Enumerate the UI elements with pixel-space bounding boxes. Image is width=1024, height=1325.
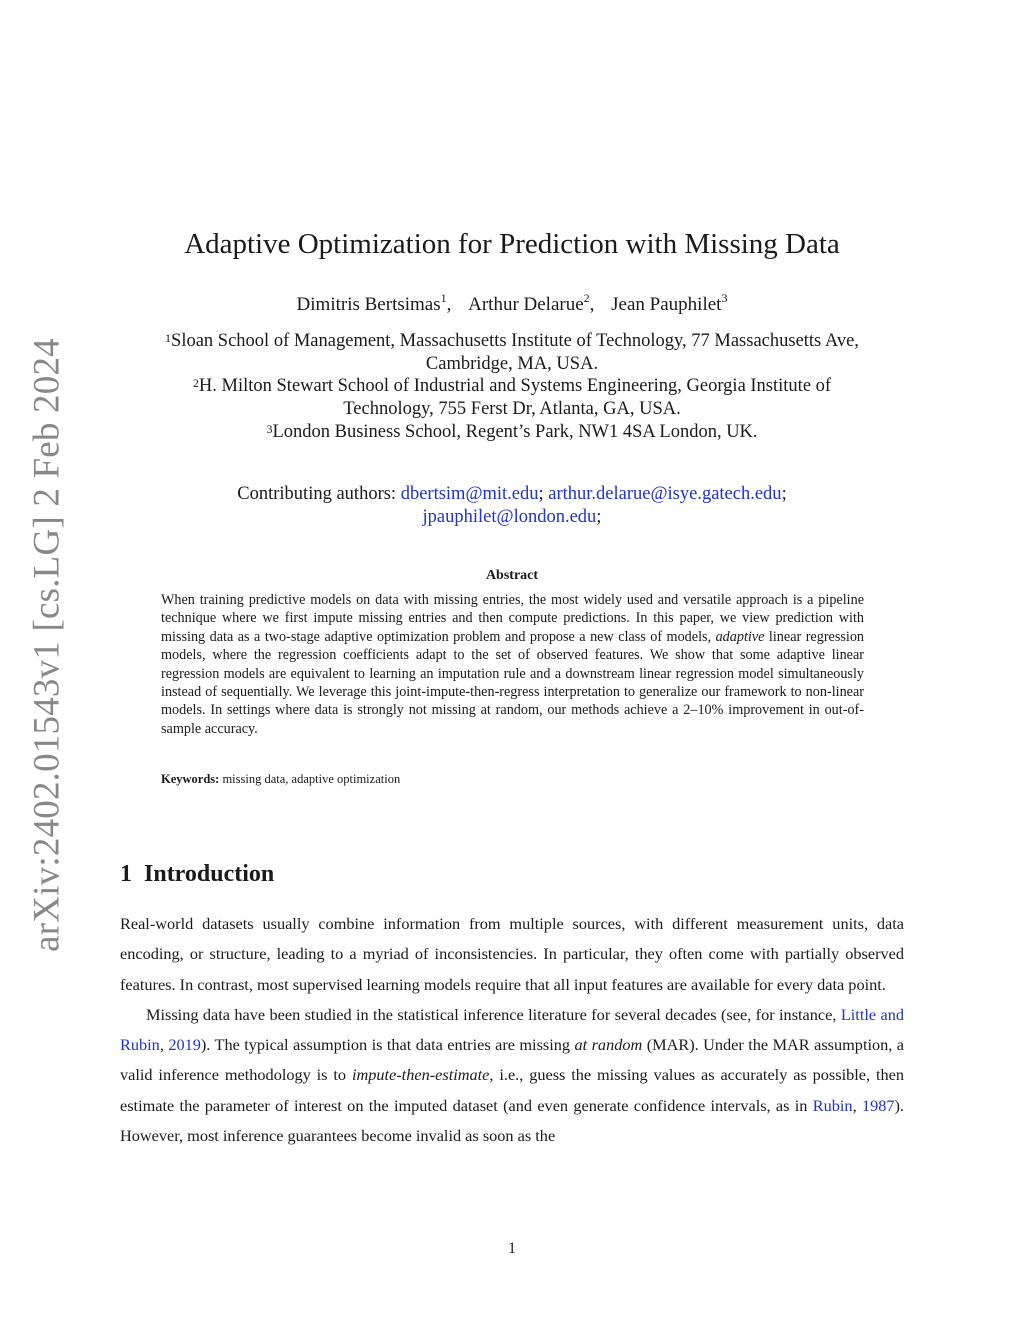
citation-link[interactable]: Rubin (812, 1095, 853, 1115)
contrib-label: Contributing authors: (237, 484, 397, 504)
arxiv-stamp: arXiv:2402.01543v1 [cs.LG] 2 Feb 2024 (26, 338, 68, 952)
body-text (120, 909, 904, 1151)
citation-link[interactable]: 2019 (168, 1035, 201, 1055)
email-link[interactable]: dbertsim@mit.edu (400, 484, 539, 504)
abstract-heading: Abstract (485, 568, 539, 583)
page-number: 1 (508, 1240, 516, 1257)
contributing-authors: Contributing authors: dbertsim@mit.edu; arthur.delarue@isye.gatech.edu; jpauphilet@london.edu; (237, 484, 787, 527)
keywords: Keywords: missing data, adaptive optimization (161, 772, 401, 786)
affiliation: $^3$London Business School, Regent’s Park, NW1 4SA London, UK. (266, 421, 758, 442)
affiliation: $^1$Sloan School of Management, Massachusetts Institute of Technology, 77 Massachusetts Ave, Cambridge, MA, USA. (165, 331, 859, 374)
affiliation: $^2$H. Milton Stewart School of Industrial and Systems Engineering, Georgia Institute of Technology, 755 Ferst Dr, Atlanta, GA, USA. (192, 376, 832, 420)
citation-link[interactable]: Little and Rubin (120, 1004, 904, 1055)
paragraph: Missing data have been studied in the statistical inference literature for several decades (see, for instance, Little and Rubin, 2019). The typical assumption is that data entries are missing at random (MAR). Under the MAR assumption, a valid inference methodology is to impute-then-estimate, i.e., guess the missing values as accurately as possible, then estimate the parameter of interest on the imputed dataset (and even generate confidence intervals, as in Rubin, 1987). However, most inference guarantees become invalid as soon as the (120, 1004, 904, 1146)
abstract-text: When training predictive models on data with missing entries, the most widely used and versatile approach is a pipeline technique where we first impute missing entries and then compute predictions. In this paper, we view prediction with missing data as a two-stage adaptive optimization problem and propose a new class of models, adaptive linear regression models, where the regression coefficients adapt to the set of observed features. We show that some adaptive linear regression models are equivalent to learning an imputation rule and a downstream linear regression model simultaneously instead of sequentially. We leverage this joint-impute-then-regress interpretation to generalize our framework to non-linear models. In settings where data is strongly not missing at random, our methods achieve a 2–10% improvement in out-of-sample accuracy. (161, 592, 865, 737)
email-link[interactable]: arthur.delarue@isye.gatech.edu (548, 484, 782, 504)
citation-link[interactable]: 1987 (861, 1095, 895, 1115)
author: Jean Pauphilet$^3$ (611, 291, 728, 315)
paragraph: Real-world datasets usually combine information from multiple sources, with different measurement units, data encoding, or structure, leading to a myriad of inconsistencies. In particular, they often come with partially observed features. In contrast, most supervised learning models require that all input features are available for every data point. (120, 914, 904, 994)
author-list (0, 291, 1024, 316)
author: Arthur Delarue$^2$, (468, 291, 595, 315)
email-link[interactable]: jpauphilet@london.edu (422, 507, 597, 527)
paper-title: Adaptive Optimization for Prediction with Missing Data (184, 228, 840, 260)
author: Dimitris Bertsimas$^1$, (296, 291, 452, 315)
affiliations (130, 330, 894, 444)
section-heading: 1 Introduction (120, 861, 275, 887)
